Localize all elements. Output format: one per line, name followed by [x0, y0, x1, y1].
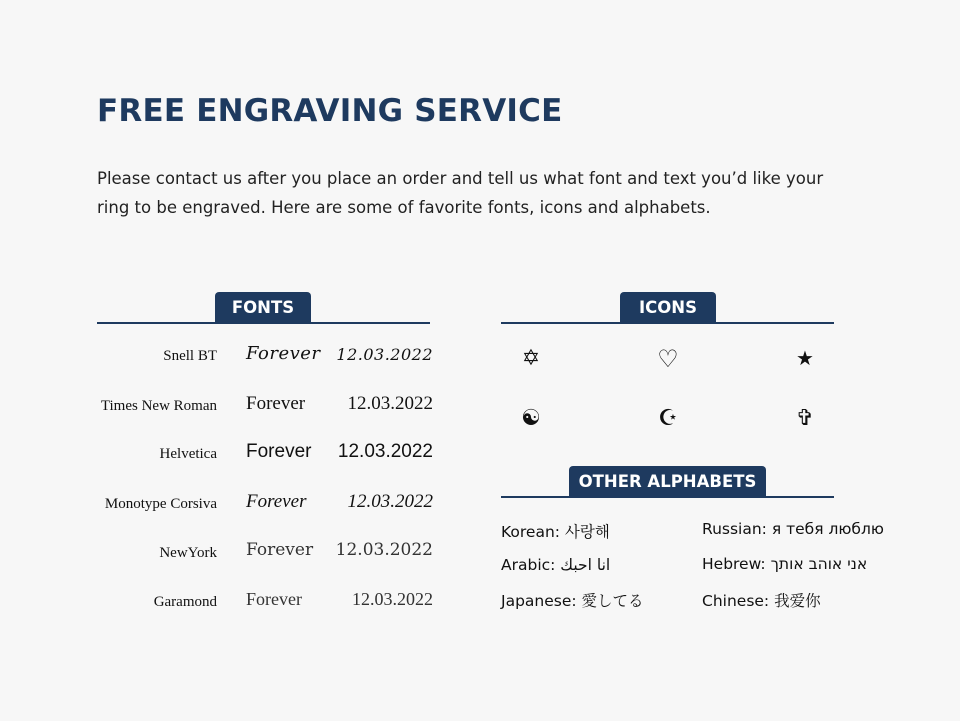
alphabet-japanese: Japanese: 愛してる — [501, 592, 644, 610]
font-sample: Forever — [246, 441, 312, 462]
alphabets-section-header — [501, 466, 834, 498]
font-date: 12.03.2022 — [335, 540, 433, 560]
font-name: NewYork — [159, 545, 217, 561]
alphabet-arabic: Arabic: انا احبك — [501, 556, 611, 574]
intro-line-2: ring to be engraved. Here are some of favorite fonts, icons and alphabets. — [97, 198, 711, 217]
font-date: 12.03.2022 — [352, 589, 433, 609]
font-sample: Forever — [246, 343, 321, 364]
intro-line-1: Please contact us after you place an order and tell us what font and text you’d like your — [97, 169, 824, 188]
fonts-tab-label: FONTS — [215, 292, 311, 323]
star-icon: ★ — [796, 346, 814, 370]
font-name: Snell BT — [163, 348, 217, 364]
font-row-snell — [90, 342, 435, 372]
font-sample: Forever — [246, 393, 306, 414]
font-sample: Forever — [246, 491, 307, 512]
font-row-newyork — [90, 539, 435, 569]
star-and-crescent-icon: ☪ — [658, 406, 678, 431]
alphabet-korean: Korean: 사랑해 — [501, 523, 610, 541]
heart-icon: ♡ — [657, 345, 679, 373]
font-sample: Forever — [246, 540, 314, 560]
font-sample: Forever — [246, 589, 302, 609]
font-name: Helvetica — [159, 446, 217, 462]
fonts-section-header — [97, 292, 430, 324]
page-title: FREE ENGRAVING SERVICE — [97, 93, 563, 129]
alphabet-russian: Russian: я тебя люблю — [702, 520, 884, 538]
font-name: Monotype Corsiva — [104, 496, 217, 512]
font-name: Garamond — [153, 594, 217, 610]
intro-text — [97, 164, 857, 222]
star-of-david-icon: ✡ — [521, 346, 541, 371]
font-date: 12.03.2022 — [347, 491, 433, 512]
font-row-corsiva — [90, 490, 435, 520]
font-row-helvetica — [90, 440, 435, 470]
font-row-garamond — [90, 588, 435, 618]
font-row-times — [90, 392, 435, 422]
alphabets-tab-label: OTHER ALPHABETS — [569, 466, 766, 497]
font-name: Times New Roman — [100, 398, 217, 414]
alphabet-hebrew: Hebrew: אני אוהב אותך — [702, 555, 868, 573]
cross-icon: ✞ — [795, 406, 815, 431]
font-date: 12.03.2022 — [347, 393, 433, 414]
icons-section-header — [501, 292, 834, 324]
font-date: 12.03.2022 — [336, 345, 433, 364]
icons-tab-label: ICONS — [620, 292, 716, 323]
font-date: 12.03.2022 — [337, 441, 433, 462]
yin-yang-icon: ☯ — [521, 406, 541, 431]
alphabet-chinese: Chinese: 我爱你 — [702, 592, 821, 610]
